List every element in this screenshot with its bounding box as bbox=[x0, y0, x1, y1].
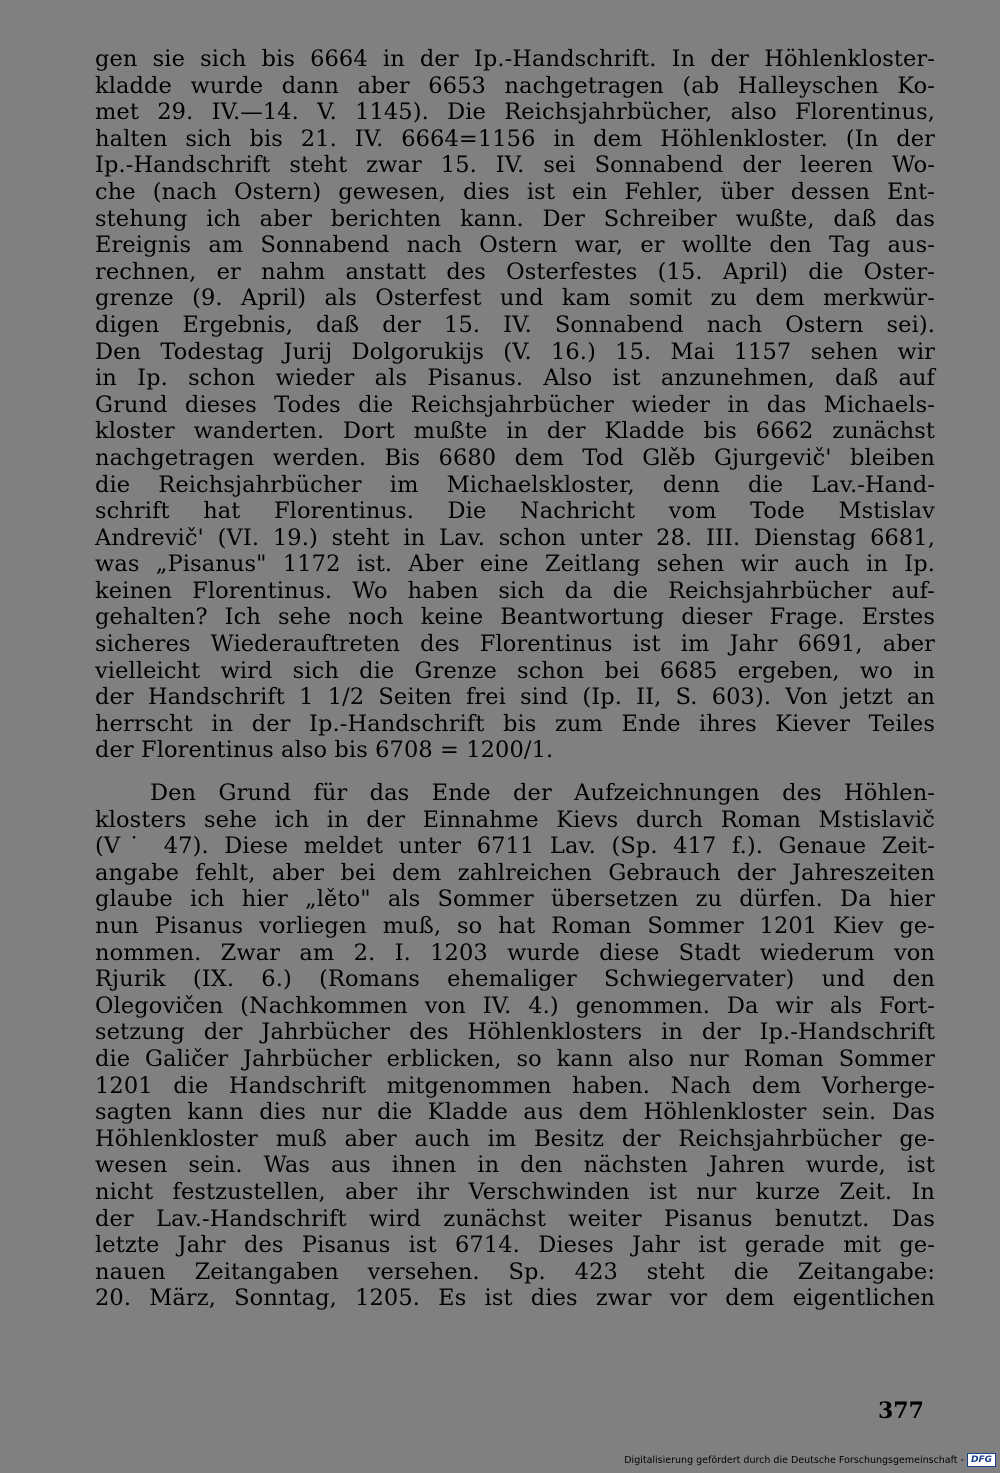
text-line: Den Todestag Jurij Dolgorukijs (V. 16.) 15. Mai 1157 sehen wir bbox=[95, 338, 935, 365]
text-line: sagten kann dies nur die Kladde aus dem Höhlenkloster sein. Das bbox=[95, 1099, 935, 1126]
text-line: digen Ergebnis, daß der 15. IV. Sonnabend nach Ostern sei). bbox=[95, 311, 935, 338]
text-line: stehung ich aber berichten kann. Der Schreiber wußte, daß das bbox=[95, 205, 935, 232]
text-line: glaube ich hier „lěto" als Sommer übersetzen zu dürfen. Da hier bbox=[95, 886, 935, 913]
dfg-logo: DFG bbox=[967, 1453, 996, 1467]
text-line: Grund dieses Todes die Reichsjahrbücher wieder in das Michaels- bbox=[95, 391, 935, 418]
text-line: nun Pisanus vorliegen muß, so hat Roman Sommer 1201 Kiev ge- bbox=[95, 913, 935, 939]
text-line: nachgetragen werden. Bis 6680 dem Tod Glěb Gjurgevič' bleiben bbox=[95, 444, 935, 471]
credit-text: Digitalisierung gefördert durch die Deutsche Forschungsgemeinschaft - bbox=[624, 1454, 964, 1466]
text-line: Ip.-Handschrift steht zwar 15. IV. sei Sonnabend der leeren Wo- bbox=[95, 152, 935, 179]
text-line: nommen. Zwar am 2. I. 1203 wurde diese Stadt wiederum von bbox=[95, 939, 935, 966]
paragraph-1 bbox=[95, 46, 935, 764]
paragraph-spacer bbox=[95, 764, 935, 780]
text-line: vielleicht wird sich die Grenze schon bei 6685 ergeben, wo in bbox=[95, 657, 935, 684]
text-line: Olegovičen (Nachkommen von IV. 4.) genommen. Da wir als Fort- bbox=[95, 992, 935, 1019]
text-line: was „Pisanus" 1172 ist. Aber eine Zeitlang sehen wir auch in Ip. bbox=[95, 551, 935, 578]
text-line: setzung der Jahrbücher des Höhlenklosters in der Ip.-Handschrift bbox=[95, 1019, 935, 1046]
text-line: gen sie sich bis 6664 in der Ip.-Handschrift. In der Höhlenkloster- bbox=[95, 46, 935, 72]
text-line: 20. März, Sonntag, 1205. Es ist dies zwar vor dem eigentlichen bbox=[95, 1285, 935, 1312]
digitization-credit bbox=[624, 1451, 996, 1469]
text-line: Rjurik (IX. 6.) (Romans ehemaliger Schwiegervater) und den bbox=[95, 966, 935, 993]
text-line: Ereignis am Sonnabend nach Ostern war, er wollte den Tag aus- bbox=[95, 232, 935, 259]
text-line: wesen sein. Was aus ihnen in den nächsten Jahren wurde, ist bbox=[95, 1152, 935, 1179]
text-line: der Florentinus also bis 6708 = 1200/1. bbox=[95, 737, 554, 764]
text-line: in Ip. schon wieder als Pisanus. Also ist anzunehmen, daß auf bbox=[95, 365, 935, 392]
text-line: che (nach Ostern) gewesen, dies ist ein Fehler, über dessen Ent- bbox=[95, 178, 935, 205]
page-number: 377 bbox=[878, 1398, 924, 1424]
text-line: (V˙ 47). Diese meldet unter 6711 Lav. (Sp. 417 f.). Genaue Zeit- bbox=[95, 833, 935, 860]
text-line: der Lav.-Handschrift wird zunächst weiter Pisanus benutzt. Das bbox=[95, 1205, 935, 1232]
text-line: herrscht in der Ip.-Handschrift bis zum Ende ihres Kiever Teiles bbox=[95, 710, 935, 737]
text-line: Andrevič' (VI. 19.) steht in Lav. schon unter 28. III. Dienstag 6681, bbox=[95, 524, 935, 551]
text-line: der Handschrift 1 1/2 Seiten frei sind (Ip. II, S. 603). Von jetzt an bbox=[95, 684, 935, 711]
text-line: angabe fehlt, aber bei dem zahlreichen Gebrauch der Jahreszeiten bbox=[95, 859, 935, 886]
text-line: keinen Florentinus. Wo haben sich da die Reichsjahrbücher auf- bbox=[95, 577, 935, 604]
text-line: gehalten? Ich sehe noch keine Beantwortung dieser Frage. Erstes bbox=[95, 604, 935, 631]
text-line: die Galičer Jahrbücher erblicken, so kann also nur Roman Sommer bbox=[95, 1045, 935, 1072]
text-line: letzte Jahr des Pisanus ist 6714. Dieses Jahr ist gerade mit ge- bbox=[95, 1232, 935, 1259]
text-line: kladde wurde dann aber 6653 nachgetragen (ab Halleyschen Ko- bbox=[95, 72, 935, 99]
text-line: rechnen, er nahm anstatt des Osterfestes (15. April) die Oster- bbox=[95, 258, 935, 285]
text-line: die Reichsjahrbücher im Michaelskloster, denn die Lav.-Hand- bbox=[95, 471, 935, 498]
text-line: kloster wanderten. Dort mußte in der Kladde bis 6662 zunächst bbox=[95, 418, 935, 445]
text-line: nicht festzustellen, aber ihr Verschwinden ist nur kurze Zeit. In bbox=[95, 1178, 935, 1205]
text-line: met 29. IV.—14. V. 1145). Die Reichsjahrbücher, also Florentinus, bbox=[95, 99, 935, 126]
text-line: halten sich bis 21. IV. 6664=1156 in dem Höhlenkloster. (In der bbox=[95, 125, 935, 152]
text-line: Den Grund für das Ende der Aufzeichnungen des Höhlen- bbox=[150, 780, 935, 807]
text-line: sicheres Wiederauftreten des Florentinus ist im Jahr 6691, aber bbox=[95, 631, 935, 658]
text-line: schrift hat Florentinus. Die Nachricht vom Tode Mstislav bbox=[95, 498, 935, 525]
text-line: Höhlenkloster muß aber auch im Besitz der Reichsjahrbücher ge- bbox=[95, 1125, 935, 1152]
paragraph-2 bbox=[95, 780, 935, 1312]
text-line: grenze (9. April) als Osterfest und kam somit zu dem merkwür- bbox=[95, 285, 935, 312]
body-text bbox=[95, 46, 935, 1312]
text-line: 1201 die Handschrift mitgenommen haben. Nach dem Vorherge- bbox=[95, 1072, 935, 1099]
text-line: klosters sehe ich in der Einnahme Kievs durch Roman Mstislavič bbox=[95, 806, 935, 833]
text-line: nauen Zeitangaben versehen. Sp. 423 steht die Zeitangabe: bbox=[95, 1258, 935, 1285]
